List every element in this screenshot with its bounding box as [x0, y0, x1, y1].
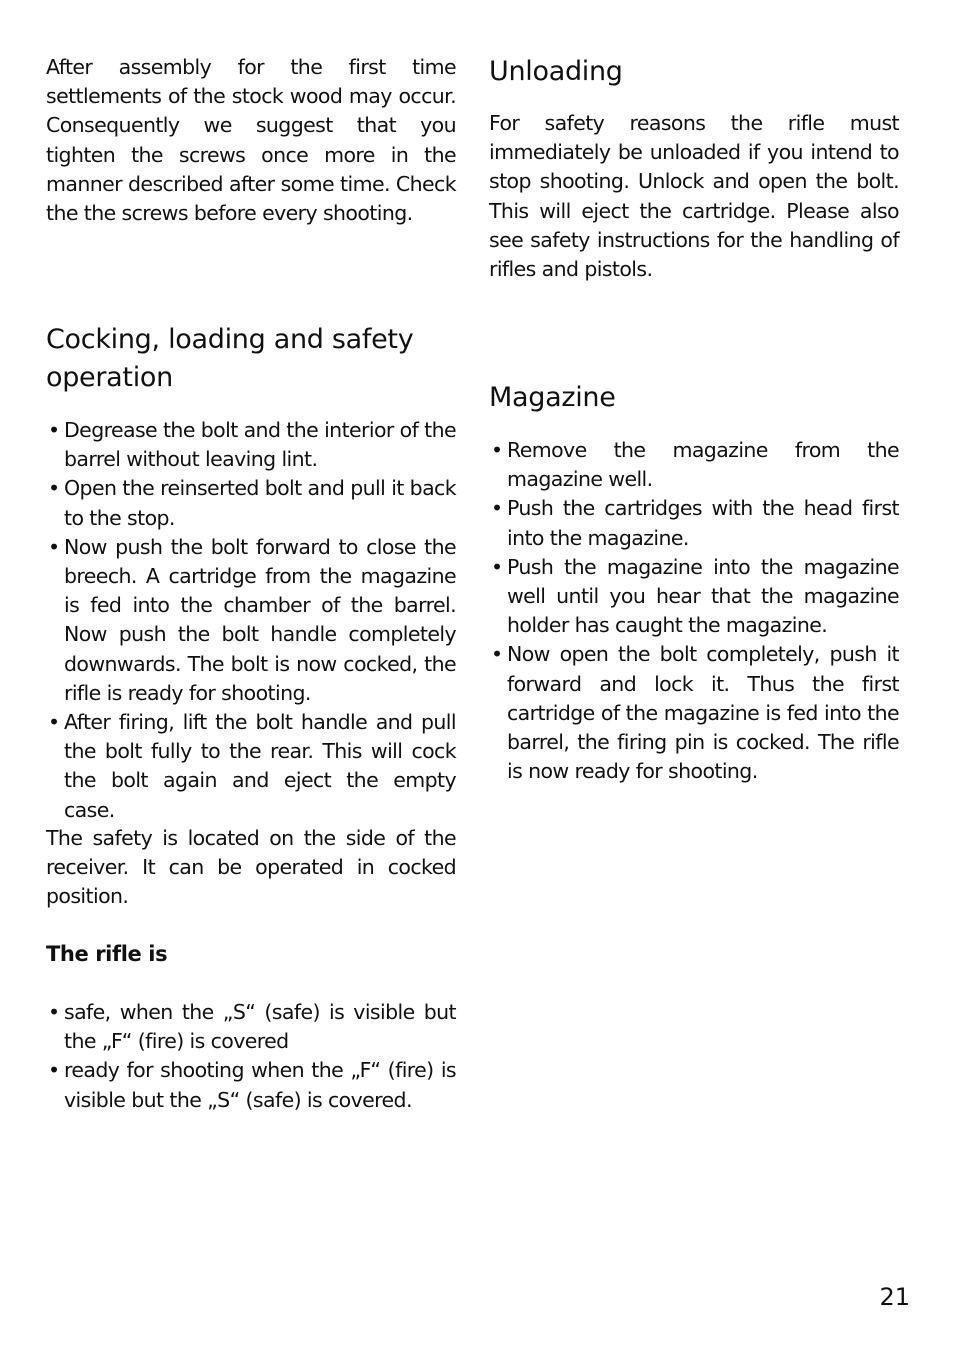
- list-item: • Remove the magazine from the magazine well.: [489, 436, 899, 494]
- list-item: • After firing, lift the bolt handle and pull the bolt fully to the rear. This will cock the bolt again and eject the empty case.: [46, 708, 456, 825]
- cocking-list: [46, 416, 456, 825]
- list-item: • safe, when the „S“ (safe) is visible but the „F“ (fire) is covered: [46, 998, 456, 1056]
- unloading-section-title: Unloading: [489, 56, 623, 87]
- list-item: • Open the reinserted bolt and pull it back to the stop.: [46, 474, 456, 532]
- list-item: • Push the magazine into the magazine well until you hear that the magazine holder has caught the magazine.: [489, 553, 899, 641]
- rifle-is-heading: The rifle is: [46, 942, 168, 966]
- magazine-list: [489, 436, 899, 786]
- rifle-is-list: [46, 998, 456, 1115]
- unloading-paragraph: For safety reasons the rifle must immediately be unloaded if you intend to stop shooting. Unlock and open the bolt. This will eject the cartridge. Please also see safety instructions for the handling of rifles and pistols.: [489, 111, 899, 282]
- page-number: 21: [879, 1283, 910, 1311]
- list-item: • Push the cartridges with the head first into the magazine.: [489, 494, 899, 552]
- safety-paragraph: The safety is located on the side of the receiver. It can be operated in cocked position.: [46, 826, 456, 909]
- magazine-section-title: Magazine: [489, 382, 616, 413]
- intro-paragraph: After assembly for the first time settlements of the stock wood may occur. Consequently we suggest that you tighten the screws once more in the manner described after some time. Check the the screws before every shooting.: [46, 55, 456, 226]
- list-item: • Degrease the bolt and the interior of the barrel without leaving lint.: [46, 416, 456, 474]
- list-item: • ready for shooting when the „F“ (fire) is visible but the „S“ (safe) is covered.: [46, 1056, 456, 1114]
- list-item: • Now push the bolt forward to close the breech. A cartridge from the magazine is fed into the chamber of the barrel. Now push the bolt handle completely downwards. The bolt is now cocked, the rifle is ready for shooting.: [46, 533, 456, 708]
- cocking-section-title: Cocking, loading and safety operation: [46, 324, 414, 393]
- list-item: • Now open the bolt completely, push it forward and lock it. Thus the first cartridge of the magazine is fed into the barrel, the firing pin is cocked. The rifle is now ready for shooting.: [489, 640, 899, 786]
